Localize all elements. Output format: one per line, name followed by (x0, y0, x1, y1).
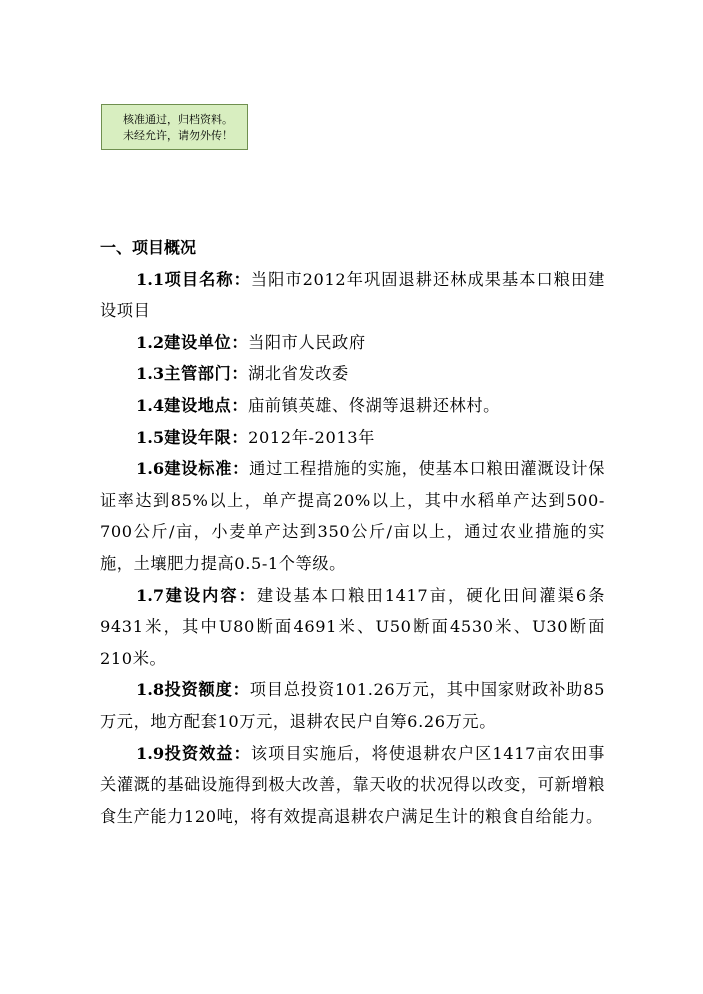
item-label: 投资额度： (164, 680, 250, 700)
item-construction-content (100, 580, 605, 675)
item-text: 通过工程措施的实施，使基本口粮田灌溉设计保证率达到85%以上，单产提高20%以上，其中水稻单产达到500-700公斤/亩，小麦单产达到350公斤/亩以上，通过农业措施的实施，土壤肥力提高0.5-1个等级。 (100, 459, 606, 573)
item-label: 投资效益： (164, 743, 251, 763)
item-text: 当阳市2012年巩固退耕还林成果基本口粮田建设项目 (100, 269, 605, 321)
item-investment-amount (100, 674, 605, 737)
item-label: 项目名称： (164, 269, 251, 289)
item-text: 2012年-2013年 (248, 427, 375, 447)
notice-line-2: 未经允许，请勿外传！ (123, 129, 233, 142)
item-label: 建设内容： (164, 585, 257, 605)
item-text: 湖北省发改委 (248, 364, 349, 384)
item-text: 该项目实施后，将使退耕农户区1417亩农田事关灌溉的基础设施得到极大改善，靠天收的状况得以改变，可新增粮食生产能力120吨，将有效提高退耕农户满足生计的粮食自给能力。 (100, 743, 605, 826)
item-construction-site (100, 390, 605, 422)
confidential-notice-stamp (101, 104, 248, 150)
item-project-name (100, 264, 605, 327)
item-label: 建设地点： (164, 395, 249, 415)
item-number: 1.6 (136, 459, 165, 479)
item-text: 建设基本口粮田1417亩，硬化田间灌渠6条9431米，其中U80断面4691米、U50断面4530米、U30断面210米。 (100, 585, 606, 668)
item-number: 1.8 (136, 680, 165, 700)
notice-line-1: 核准通过，归档资料。 (123, 113, 233, 126)
item-number: 1.9 (136, 743, 165, 763)
item-label: 主管部门： (164, 364, 249, 384)
item-construction-standard (100, 453, 605, 579)
item-text: 当阳市人民政府 (248, 332, 366, 352)
item-investment-benefit (100, 738, 605, 833)
item-number: 1.1 (136, 269, 165, 289)
item-number: 1.4 (136, 395, 165, 415)
document-body (100, 232, 605, 832)
item-competent-department (100, 358, 605, 390)
item-label: 建设标准： (164, 459, 250, 479)
item-construction-period (100, 422, 605, 454)
item-label: 建设年限： (164, 427, 249, 447)
item-text: 庙前镇英雄、佟湖等退耕还林村。 (248, 395, 500, 415)
item-label: 建设单位： (164, 332, 249, 352)
item-number: 1.3 (136, 364, 165, 384)
item-number: 1.5 (136, 427, 165, 447)
item-text: 项目总投资101.26万元，其中国家财政补助85万元，地方配套10万元，退耕农民户自筹6.26万元。 (100, 680, 606, 731)
item-construction-unit (100, 327, 605, 359)
section-heading: 一、项目概况 (100, 238, 197, 257)
item-number: 1.2 (136, 332, 165, 352)
item-number: 1.7 (136, 585, 165, 605)
